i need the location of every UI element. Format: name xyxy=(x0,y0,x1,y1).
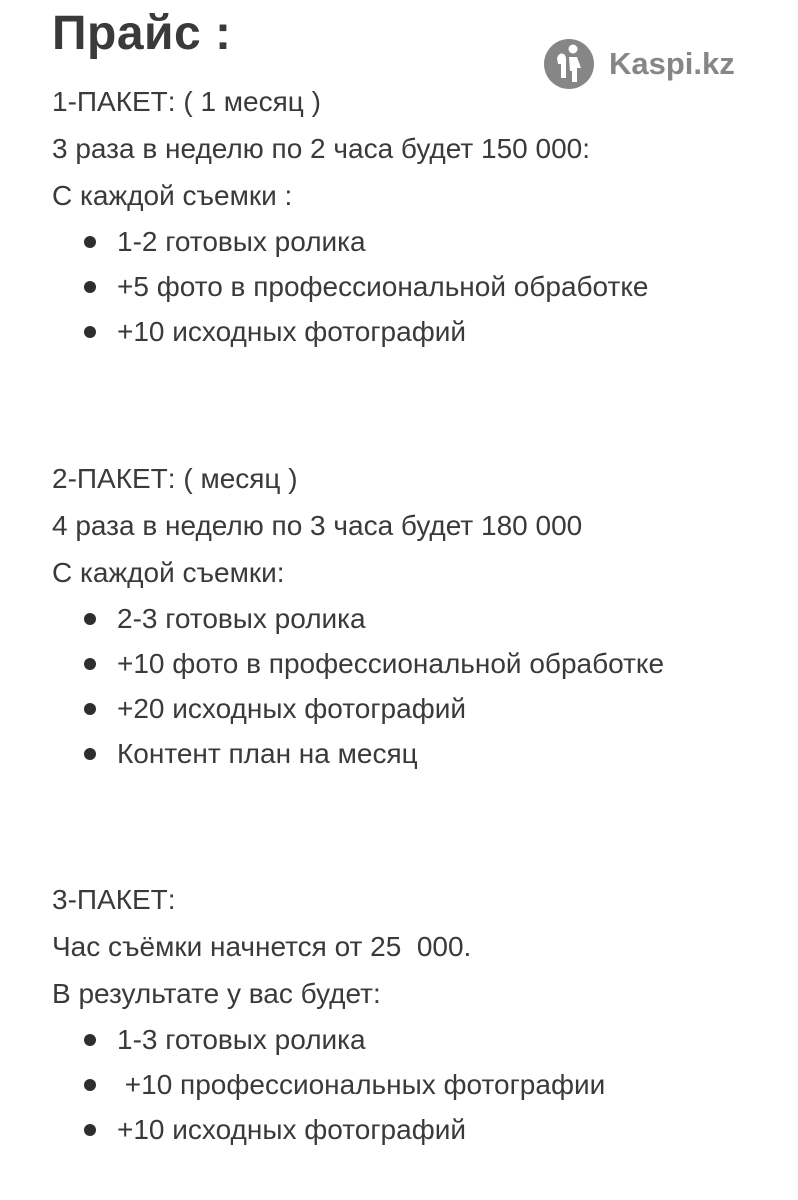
package-1 xyxy=(52,78,782,354)
list-item xyxy=(52,596,782,641)
package-items xyxy=(52,1017,782,1152)
bullet-dot-icon xyxy=(84,703,96,715)
list-item-text: +10 профессиональных фотографии xyxy=(117,1069,606,1100)
list-item-text: 1-2 готовых ролика xyxy=(117,226,366,257)
list-item xyxy=(52,1017,782,1062)
package-schedule: Час съёмки начнется от 25 000. xyxy=(52,931,472,962)
list-item xyxy=(52,219,782,264)
list-item-text: +10 фото в профессиональной обработке xyxy=(117,648,665,679)
list-item xyxy=(52,686,782,731)
package-3 xyxy=(52,876,782,1152)
bullet-dot-icon xyxy=(84,1124,96,1136)
list-item-text: Контент план на месяц xyxy=(117,738,418,769)
package-header: 3-ПАКЕТ: xyxy=(52,884,176,915)
list-item-text: +5 фото в профессиональной обработке xyxy=(117,271,649,302)
list-item-text: +10 исходных фотографий xyxy=(117,1114,467,1145)
package-header: 2-ПАКЕТ: ( месяц ) xyxy=(52,463,298,494)
list-item xyxy=(52,1062,782,1107)
bullet-dot-icon xyxy=(84,281,96,293)
package-subheader: С каждой съемки : xyxy=(52,180,293,211)
package-schedule: 4 раза в неделю по 3 часа будет 180 000 xyxy=(52,510,583,541)
list-item xyxy=(52,309,782,354)
list-item-text: 1-3 готовых ролика xyxy=(117,1024,366,1055)
package-2 xyxy=(52,455,782,776)
package-items xyxy=(52,219,782,354)
bullet-dot-icon xyxy=(84,613,96,625)
page-title: Прайс : xyxy=(52,7,232,60)
list-item xyxy=(52,264,782,309)
list-item xyxy=(52,641,782,686)
package-subheader: В результате у вас будет: xyxy=(52,978,381,1009)
bullet-dot-icon xyxy=(84,748,96,760)
bullet-dot-icon xyxy=(84,326,96,338)
package-header: 1-ПАКЕТ: ( 1 месяц ) xyxy=(52,86,321,117)
list-item-text: +10 исходных фотографий xyxy=(117,316,467,347)
list-item-text: 2-3 готовых ролика xyxy=(117,603,366,634)
package-items xyxy=(52,596,782,776)
watermark-text: Kaspi.kz xyxy=(609,46,735,81)
list-item xyxy=(52,1107,782,1152)
bullet-dot-icon xyxy=(84,236,96,248)
list-item xyxy=(52,731,782,776)
list-item-text: +20 исходных фотографий xyxy=(117,693,467,724)
package-schedule: 3 раза в неделю по 2 часа будет 150 000: xyxy=(52,133,590,164)
bullet-dot-icon xyxy=(84,658,96,670)
bullet-dot-icon xyxy=(84,1034,96,1046)
package-subheader: С каждой съемки: xyxy=(52,557,285,588)
bullet-dot-icon xyxy=(84,1079,96,1091)
